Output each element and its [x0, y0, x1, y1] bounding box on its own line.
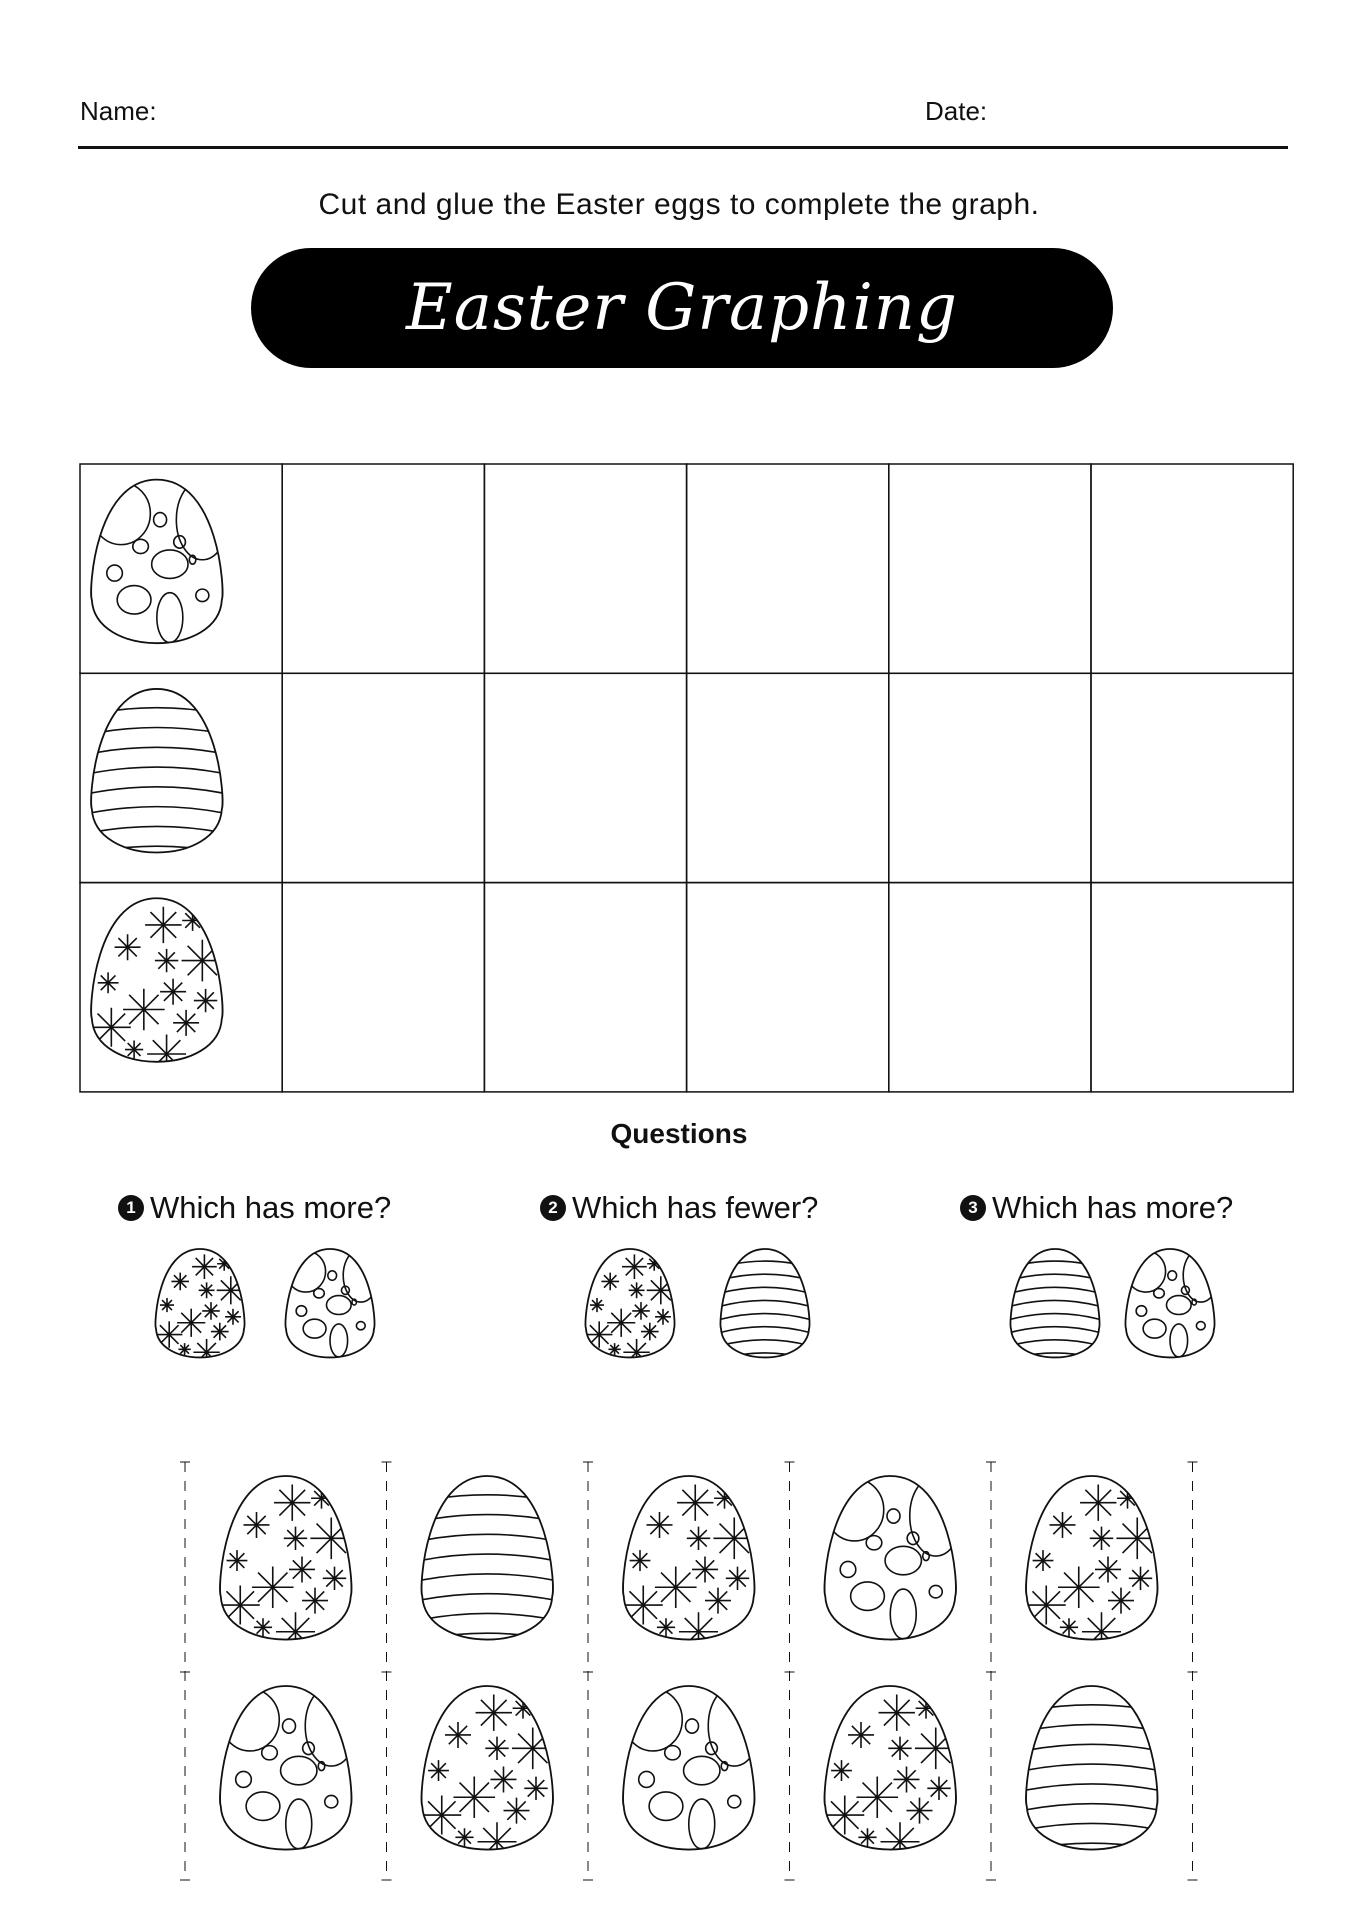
question-text: Which has more?: [992, 1190, 1234, 1225]
date-label: Date:: [925, 96, 988, 126]
spotted-egg-icon: [825, 1476, 962, 1640]
questions-heading: Questions: [610, 1118, 748, 1149]
question-number: 1: [118, 1195, 144, 1221]
spotted-egg-icon: [286, 1249, 379, 1357]
striped-egg-icon: [716, 1249, 814, 1360]
spotted-egg-icon: [623, 1686, 760, 1850]
striped-egg-icon: [417, 1476, 557, 1640]
page-title: Easter Graphing: [406, 271, 958, 345]
striped-egg-icon: [1022, 1686, 1162, 1850]
instruction-text: Cut and glue the Easter eggs to complete the graph.: [318, 188, 1040, 221]
question-number: 2: [540, 1195, 566, 1221]
starred-egg-icon: [220, 1476, 352, 1651]
starred-egg-icon: [1026, 1476, 1158, 1651]
starred-egg-icon: [422, 1686, 554, 1861]
spotted-egg-icon: [1126, 1249, 1219, 1357]
starred-egg-icon: [825, 1686, 957, 1861]
striped-egg-icon: [1006, 1249, 1104, 1360]
question-text: Which has more?: [150, 1190, 392, 1225]
starred-egg-icon: [623, 1476, 755, 1651]
starred-egg-icon: [156, 1249, 245, 1365]
question-text: Which has fewer?: [572, 1190, 819, 1225]
starred-egg-icon: [586, 1249, 675, 1365]
name-label: Name:: [80, 96, 157, 126]
spotted-egg-icon: [220, 1686, 357, 1850]
question-number: 3: [960, 1195, 986, 1221]
